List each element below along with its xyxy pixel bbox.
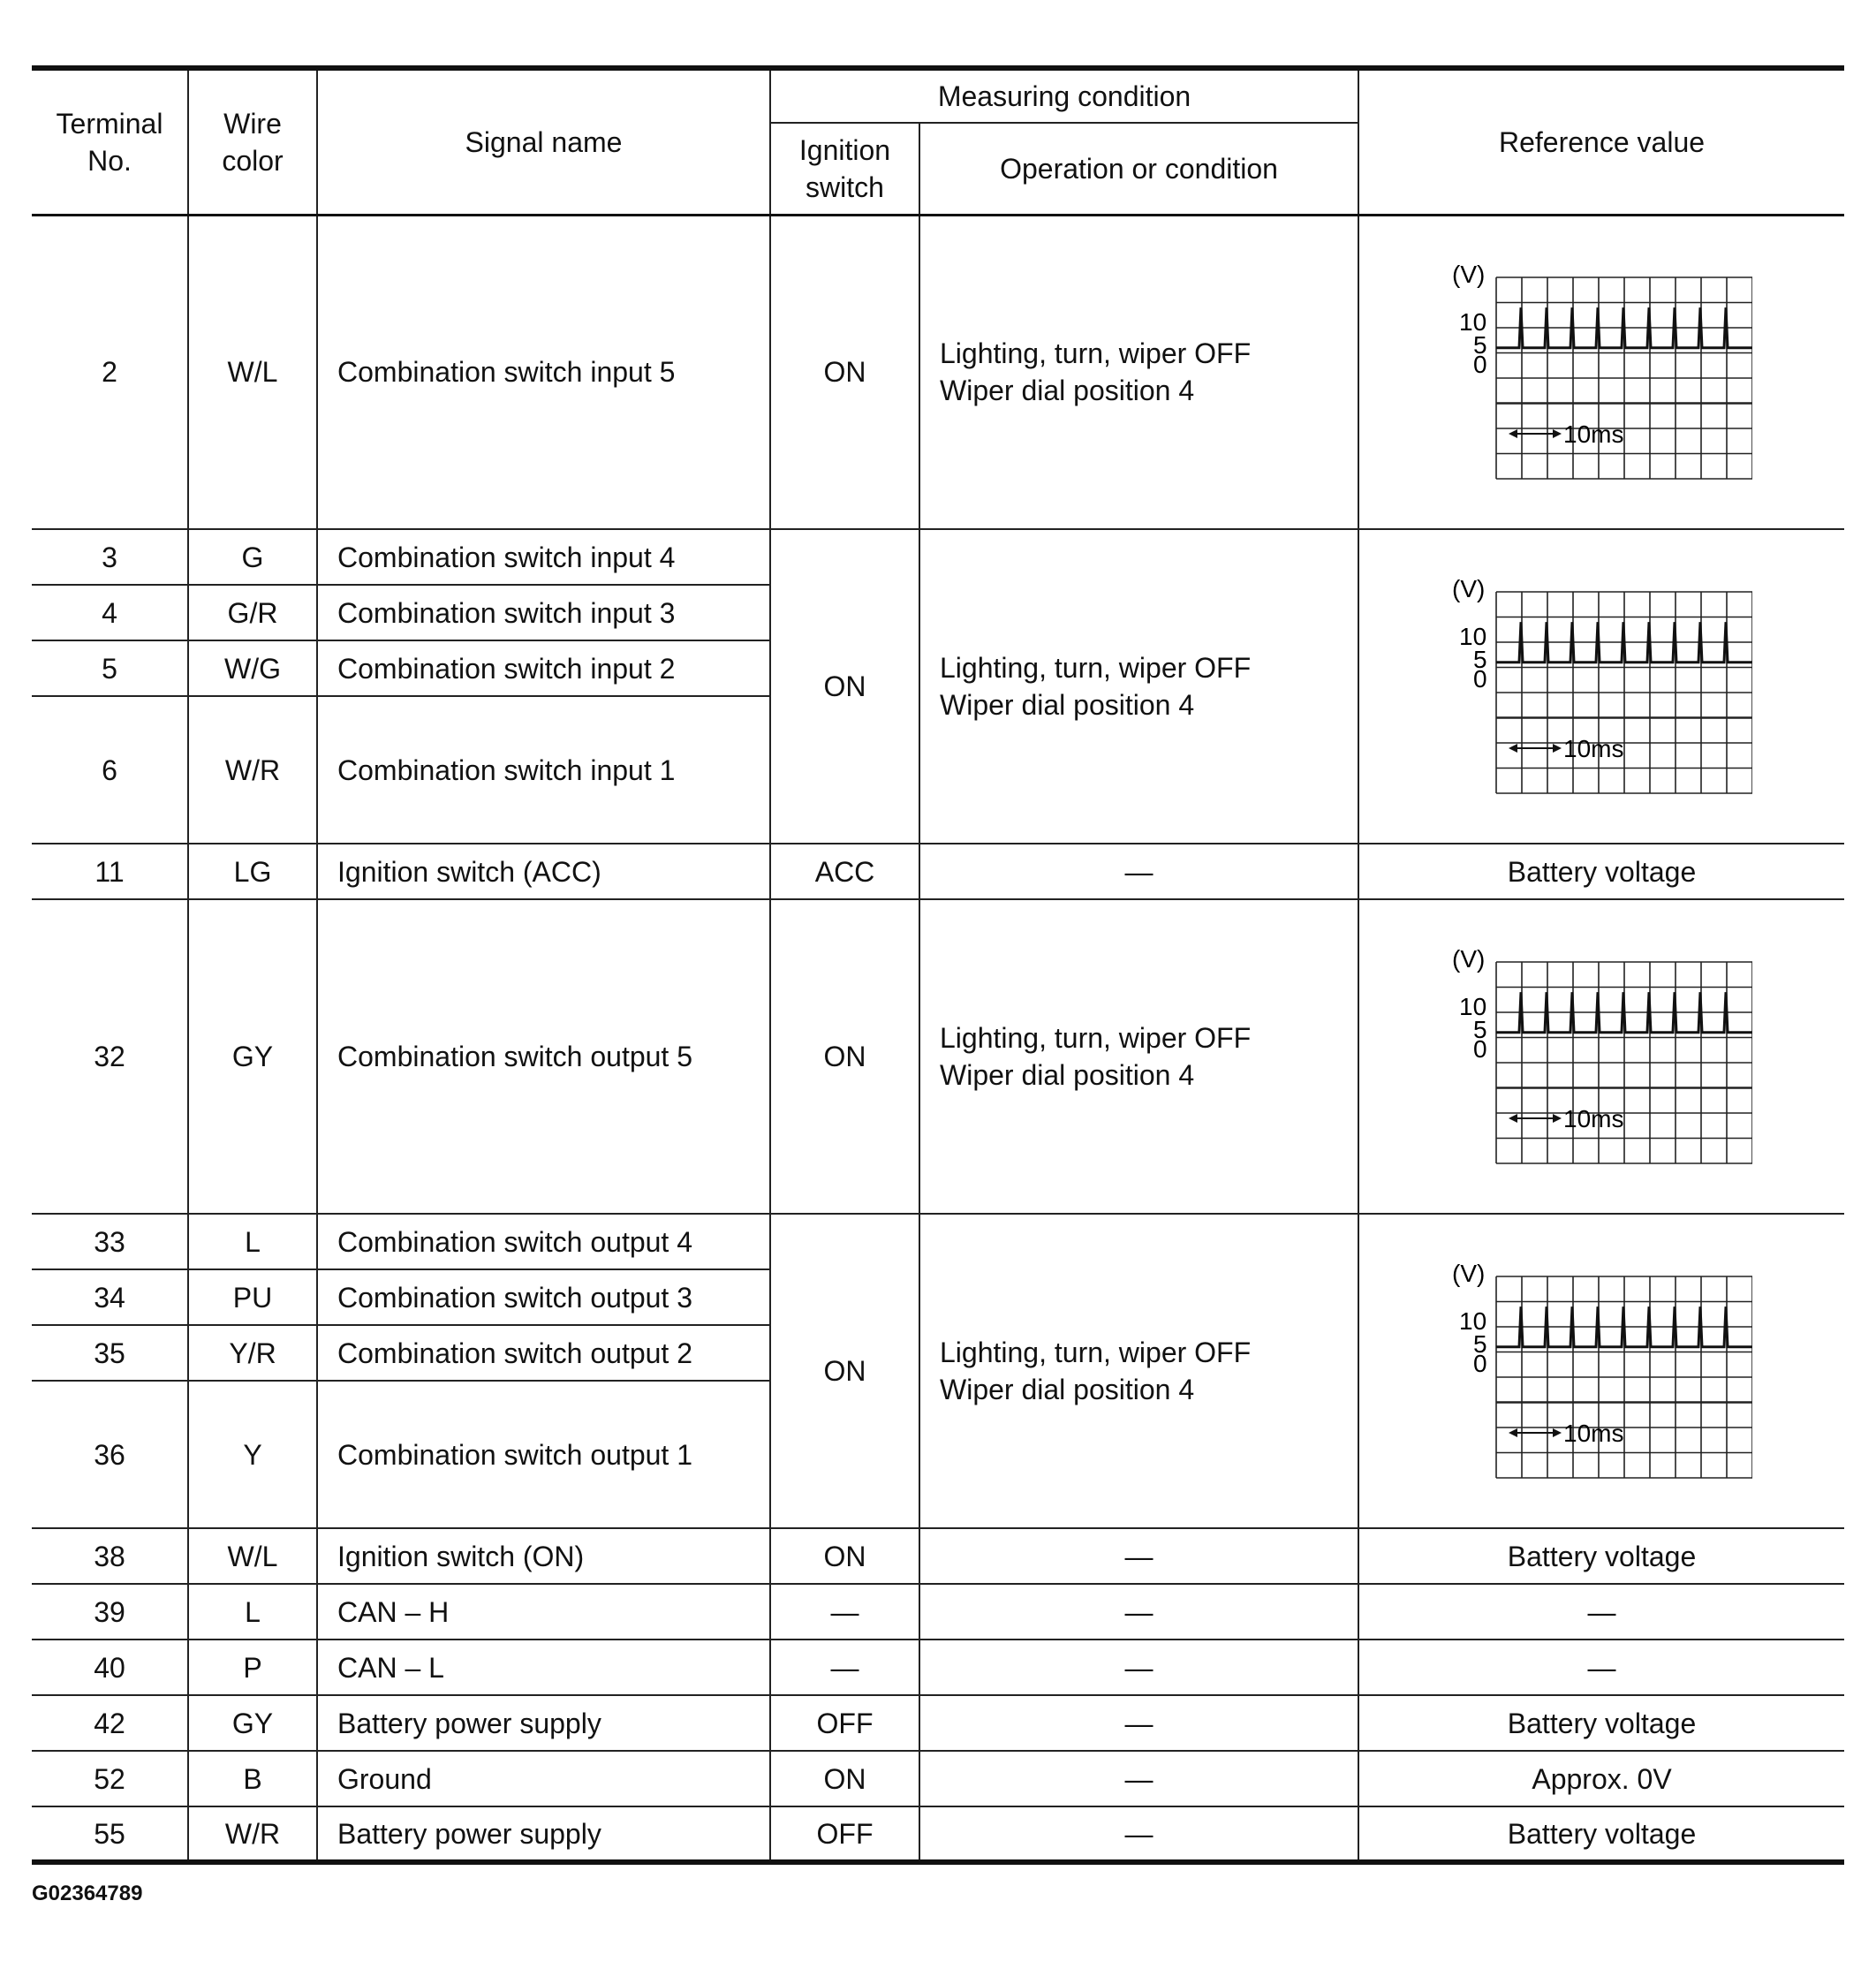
ignition-cell: ON <box>770 1751 919 1806</box>
waveform-time-label: 10ms <box>1562 1105 1623 1132</box>
signal-name-cell: Ignition switch (ACC) <box>317 844 770 899</box>
waveform-tick-10: 10 <box>1458 308 1486 337</box>
reference-waveform-cell <box>1358 1214 1844 1528</box>
waveform-tick-5: 5 <box>1472 646 1487 673</box>
condition-cell: — <box>919 1695 1358 1751</box>
terminal-cell: 32 <box>32 899 188 1214</box>
signal-name-cell: Battery power supply <box>317 1806 770 1862</box>
signal-name-cell: Battery power supply <box>317 1695 770 1751</box>
signal-name-cell: Combination switch output 4 <box>317 1214 770 1269</box>
waveform-graph <box>1452 261 1752 482</box>
wire-color-cell: GY <box>188 899 317 1214</box>
waveform-unit-label: (V) <box>1451 1261 1485 1287</box>
waveform-tick-5: 5 <box>1472 331 1487 360</box>
ignition-cell: — <box>770 1640 919 1695</box>
condition-cell: — <box>919 844 1358 899</box>
waveform-tick-10: 10 <box>1458 623 1486 650</box>
condition-cell: — <box>919 1528 1358 1584</box>
terminal-cell: 2 <box>32 215 188 529</box>
time-scale-arrow <box>1509 1428 1562 1437</box>
table-row <box>32 1695 1844 1751</box>
ignition-cell: OFF <box>770 1695 919 1751</box>
wire-color-cell: LG <box>188 844 317 899</box>
waveform-tick-0: 0 <box>1472 351 1487 379</box>
waveform-time-label: 10ms <box>1562 735 1623 762</box>
header-operation-or-condition: Operation or condition <box>919 123 1358 215</box>
condition-cell: — <box>919 1751 1358 1806</box>
waveform-graph <box>1452 576 1752 797</box>
waveform-tick-10: 10 <box>1458 993 1486 1020</box>
condition-line-1: Lighting, turn, wiper OFF <box>940 1337 1252 1368</box>
signal-name-cell: Combination switch input 3 <box>317 585 770 640</box>
terminal-cell: 36 <box>32 1381 188 1528</box>
waveform-tick-0: 0 <box>1472 1035 1487 1063</box>
terminal-cell: 11 <box>32 844 188 899</box>
wire-color-cell: W/L <box>188 215 317 529</box>
signal-name-cell: CAN – L <box>317 1640 770 1695</box>
condition-line-2: Wiper dial position 4 <box>940 689 1195 721</box>
signal-name-cell: Combination switch output 1 <box>317 1381 770 1528</box>
wire-color-cell: W/G <box>188 640 317 696</box>
condition-line-1: Lighting, turn, wiper OFF <box>940 1022 1252 1054</box>
table-row <box>32 1751 1844 1806</box>
waveform-tick-5: 5 <box>1472 1016 1487 1043</box>
ignition-cell: ON <box>770 529 919 844</box>
terminal-cell: 34 <box>32 1269 188 1325</box>
header-terminal-no: Terminal No. <box>32 68 188 215</box>
signal-name-cell: Combination switch input 1 <box>317 696 770 844</box>
signal-name-cell: Combination switch input 5 <box>317 215 770 529</box>
reference-cell: — <box>1358 1584 1844 1640</box>
figure-code: G02364789 <box>32 1882 143 1905</box>
signal-name-cell: CAN – H <box>317 1584 770 1640</box>
terminal-cell: 5 <box>32 640 188 696</box>
signal-name-cell: Ignition switch (ON) <box>317 1528 770 1584</box>
table-row <box>32 899 1844 1214</box>
table-row <box>32 1584 1844 1640</box>
table-row <box>32 529 1844 585</box>
condition-cell: — <box>919 1806 1358 1862</box>
terminal-cell: 4 <box>32 585 188 640</box>
ignition-cell: ON <box>770 215 919 529</box>
signal-name-cell: Combination switch input 2 <box>317 640 770 696</box>
table-row <box>32 1640 1844 1695</box>
wire-color-cell: GY <box>188 1695 317 1751</box>
ignition-cell: ON <box>770 1214 919 1528</box>
waveform-time-label: 10ms <box>1562 1420 1623 1447</box>
waveform-tick-0: 0 <box>1472 1350 1487 1377</box>
condition-cell <box>919 899 1358 1214</box>
reference-cell: Battery voltage <box>1358 1528 1844 1584</box>
wire-color-cell: P <box>188 1640 317 1695</box>
table-row <box>32 1806 1844 1862</box>
ignition-cell: OFF <box>770 1806 919 1862</box>
terminal-cell: 35 <box>32 1325 188 1381</box>
wire-color-cell: Y <box>188 1381 317 1528</box>
time-scale-arrow <box>1509 744 1562 753</box>
wire-color-cell: G/R <box>188 585 317 640</box>
wire-color-cell: Y/R <box>188 1325 317 1381</box>
ignition-cell: — <box>770 1584 919 1640</box>
waveform-graph <box>1452 946 1752 1167</box>
time-scale-arrow <box>1509 1114 1562 1123</box>
condition-line-1: Lighting, turn, wiper OFF <box>940 337 1252 370</box>
terminal-cell: 40 <box>32 1640 188 1695</box>
terminal-cell: 42 <box>32 1695 188 1751</box>
terminal-cell: 38 <box>32 1528 188 1584</box>
reference-waveform-cell <box>1358 899 1844 1214</box>
ignition-cell: ACC <box>770 844 919 899</box>
condition-line-2: Wiper dial position 4 <box>940 375 1195 407</box>
terminal-cell: 39 <box>32 1584 188 1640</box>
reference-waveform-cell <box>1358 215 1844 529</box>
terminal-cell: 52 <box>32 1751 188 1806</box>
wire-color-cell: W/R <box>188 696 317 844</box>
wire-color-cell: PU <box>188 1269 317 1325</box>
waveform-unit-label: (V) <box>1451 946 1485 973</box>
condition-cell: — <box>919 1640 1358 1695</box>
wire-color-cell: W/L <box>188 1528 317 1584</box>
condition-line-2: Wiper dial position 4 <box>940 1374 1195 1405</box>
waveform-graph <box>1452 1261 1752 1481</box>
ignition-cell: ON <box>770 899 919 1214</box>
table-row <box>32 215 1844 529</box>
terminal-cell: 55 <box>32 1806 188 1862</box>
condition-cell <box>919 1214 1358 1528</box>
signal-name-cell: Combination switch input 4 <box>317 529 770 585</box>
terminal-cell: 6 <box>32 696 188 844</box>
reference-cell: Approx. 0V <box>1358 1751 1844 1806</box>
table-row <box>32 844 1844 899</box>
terminal-reference-table <box>32 65 1844 1865</box>
table-row <box>32 1214 1844 1269</box>
signal-name-cell: Combination switch output 3 <box>317 1269 770 1325</box>
reference-cell: Battery voltage <box>1358 844 1844 899</box>
header-measuring-condition: Measuring condition <box>770 68 1358 123</box>
terminal-cell: 33 <box>32 1214 188 1269</box>
condition-line-1: Lighting, turn, wiper OFF <box>940 652 1252 684</box>
signal-name-cell: Combination switch output 5 <box>317 899 770 1214</box>
terminal-cell: 3 <box>32 529 188 585</box>
header-signal-name: Signal name <box>317 68 770 215</box>
waveform-tick-5: 5 <box>1472 1330 1487 1358</box>
header-wire-color: Wire color <box>188 68 317 215</box>
table-row <box>32 1528 1844 1584</box>
condition-cell: — <box>919 1584 1358 1640</box>
condition-cell <box>919 215 1358 529</box>
reference-cell: Battery voltage <box>1358 1695 1844 1751</box>
ignition-cell: ON <box>770 1528 919 1584</box>
wire-color-cell: G <box>188 529 317 585</box>
condition-cell <box>919 529 1358 844</box>
reference-waveform-cell <box>1358 529 1844 844</box>
wire-color-cell: B <box>188 1751 317 1806</box>
signal-name-cell: Ground <box>317 1751 770 1806</box>
waveform-unit-label: (V) <box>1451 261 1485 289</box>
time-scale-arrow <box>1509 429 1562 438</box>
condition-line-2: Wiper dial position 4 <box>940 1059 1195 1091</box>
wire-color-cell: L <box>188 1584 317 1640</box>
waveform-unit-label: (V) <box>1451 576 1485 602</box>
header-reference-value: Reference value <box>1358 68 1844 215</box>
reference-cell: Battery voltage <box>1358 1806 1844 1862</box>
signal-name-cell: Combination switch output 2 <box>317 1325 770 1381</box>
wire-color-cell: L <box>188 1214 317 1269</box>
waveform-time-label: 10ms <box>1562 420 1623 449</box>
waveform-tick-10: 10 <box>1458 1307 1486 1335</box>
waveform-tick-0: 0 <box>1472 665 1487 693</box>
reference-cell: — <box>1358 1640 1844 1695</box>
wire-color-cell: W/R <box>188 1806 317 1862</box>
header-ignition-switch: Ignition switch <box>770 123 919 215</box>
